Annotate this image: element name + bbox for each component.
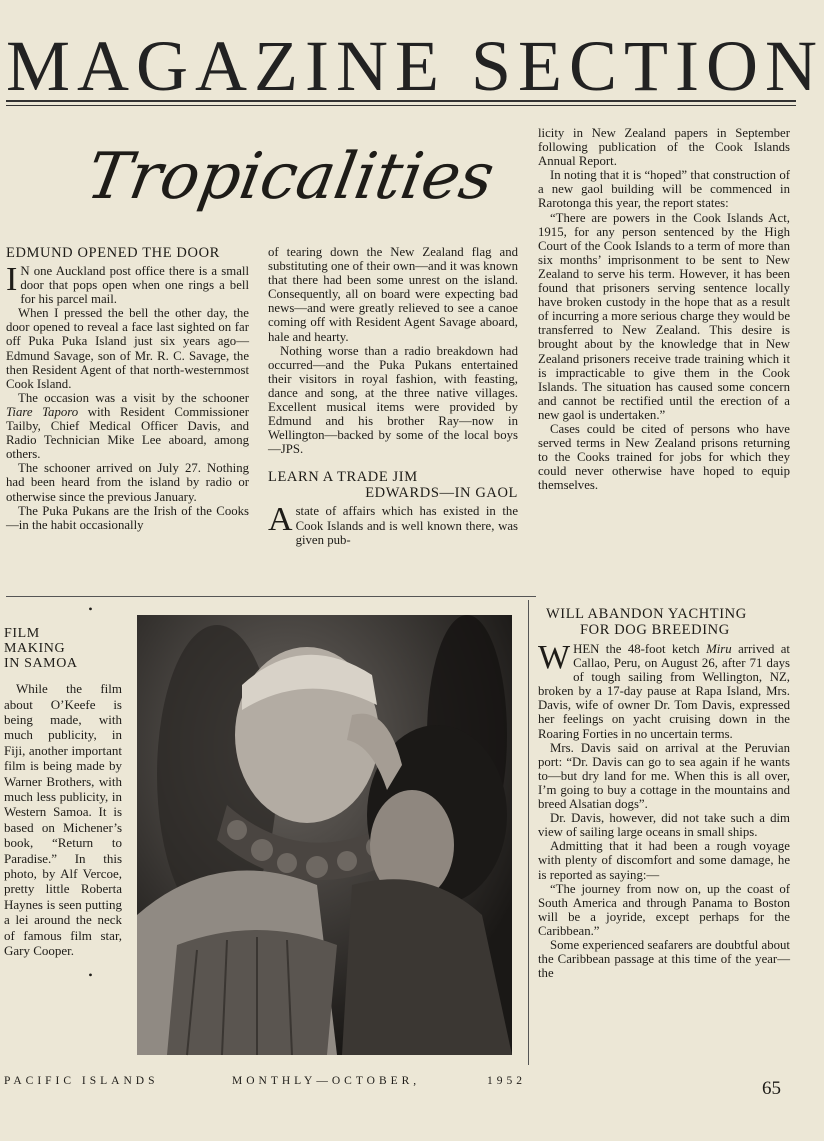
bullet-ornament-bottom: • [88,968,93,983]
article-paragraph: The Puka Pukans are the Irish of the Cooks—in the habit occasionally [6,503,249,532]
article-column-3 [538,126,790,492]
article-paragraph: In noting that it is “hoped” that construction of a new gaol building will be commenced in Rarotonga this year, the report states: [538,168,790,211]
footer-publication: PACIFIC ISLANDS [4,1075,159,1087]
article-paragraph: licity in New Zealand papers in September following publication of the Cook Islands Annual Report. [538,126,790,169]
article-paragraph: Admitting that it had been a rough voyage with plenty of discomfort and some damage, he is reported as saying:— [538,839,790,882]
masthead-rule-thin [6,105,796,106]
sidebar-caption [4,602,122,983]
article-paragraph: I N one Auckland post office there is a small door that pops open when one rings a bell for his parcel mail. [6,261,249,307]
article-paragraph: The occasion was a visit by the schooner Tiare Taporo with Resident Commissioner Tailby, Chief Medical Officer Davis, and Radio Technician Mike Lee aboard, among others. [6,390,249,462]
article-paragraph: Dr. Davis, however, did not take such a dim view of sailing large oceans in small ships. [538,811,790,840]
article-paragraph: When I pressed the bell the other day, the door opened to reveal a face last sighted on far off Puka Puka Island just six years ago—Edmund Savage, son of Mr. R. C. Savage, the then Resident Agent of that north-westernmost Cook Island. [6,306,249,391]
article-paragraph: of tearing down the New Zealand flag and substituting one of their own—and it was known that there had been some unrest on the island. Consequently, all on board were expecting bad news—and were greatly relieved to see a canoe coming off with Resident Agent Savage aboard, hale and hearty. [268,245,518,344]
article-paragraph: Mrs. Davis said on arrival at the Peruvian port: “Dr. Davis can go to sea again if he wants to—but dry land for me. When this is all over, I’m going to buy a cottage in the mountains and breed Alsatian dogs”. [538,740,790,812]
drop-cap: I [6,261,18,298]
article-paragraph: Some experienced seafarers are doubtful about the Caribbean passage at this time of the year—the [538,937,790,981]
feature-title-text: Tropicalities [81,139,500,214]
article-column-4 [538,606,790,980]
article-heading: EDMUND OPENED THE DOOR [6,245,220,261]
article-column-1 [6,245,249,532]
feature-title [81,120,500,220]
bullet-ornament: • [88,602,93,616]
article-paragraph: Cases could be cited of persons who have served terms in New Zealand prisons returning to the Cooks trained for jobs for which they could never otherwise have hoped to equip themselves. [538,421,790,493]
footer-issue: MONTHLY—OCTOBER, [232,1075,421,1087]
article-paragraph: WHEN the 48-foot ketch Miru arrived at Callao, Peru, on August 26, after 71 days of tough sailing from Wellington, NZ, broken by a 17-day pause at Rapa Island, Mrs. Davis, wife of owner Dr. Tom Davis, expressed her feelings on yacht cruising down in the Roaring Forties in no uncertain terms. [538,639,790,741]
page-number: 65 [762,1078,781,1099]
article-paragraph: Nothing worse than a radio breakdown had occurred—and the Puka Pukans entertained their visitors in royal fashion, with feasting, dance and song, at the three native villages. Excellent musical items were provided by Edmund and his brother Ray—now in Wellington—backed by some of the local boys—JPS. [268,343,518,457]
section-divider [6,596,536,597]
article-paragraph: Astate of affairs which has existed in the Cook Islands and is well known there, was given pub- [268,501,518,547]
article-heading: WILL ABANDON YACHTING FOR DOG BREEDING [546,606,747,638]
article-column-2 [268,245,518,547]
column-divider [528,600,529,1065]
ship-name: Miru [706,642,732,656]
article-heading: LEARN A TRADE JIM EDWARDS—IN GAOL [268,469,518,502]
article-paragraph: The schooner arrived on July 27. Nothing had been heard from the island by radio or otherwise since the previous January. [6,461,249,504]
ship-name: Tiare Taporo [6,404,79,419]
drop-cap: A [268,501,293,539]
photo-illustration [137,615,512,1055]
film-photo [137,615,512,1055]
masthead: MAGAZINE SECTION [6,26,824,106]
sidebar-heading: FILM MAKING IN SAMOA [4,626,78,672]
article-paragraph: “There are powers in the Cook Islands Act, 1915, for any person sentenced by the High Court of the Cook Islands to a term of more than six months’ imprisonment to be sent to New Zealand to serve his term. However, it has been found that prisoners serving sentence locally have broken custody in the hope that as a result of incurring a more serious charge they would be transferred to New Zealand. This desire is brought about by the knowledge that in New Zealand prisoners receive trade training which it is impracticable to give them in the Cook Islands. The situation has caused some concern and cannot be rectified until the erection of a new gaol is undertaken.” [538,210,790,422]
article-paragraph: “The journey from now on, up the coast of South America and through Panama to Boston will be a joyride, except perhaps for the Caribbean.” [538,881,790,938]
drop-cap: W [538,639,571,676]
sidebar-text: While the film about O’Keefe is being made, with much publicity, in Fiji, another important film is being made by Warner Brothers, with much less publicity, in Western Samoa. It is based on Michener’s book, “Return to Paradise.” In this photo, by Alf Vercoe, pretty little Roberta Haynes is seen putting a lei around the neck of famous film star, Gary Cooper. [4,681,122,958]
masthead-rule [6,100,796,102]
footer-year: 1952 [487,1075,526,1087]
